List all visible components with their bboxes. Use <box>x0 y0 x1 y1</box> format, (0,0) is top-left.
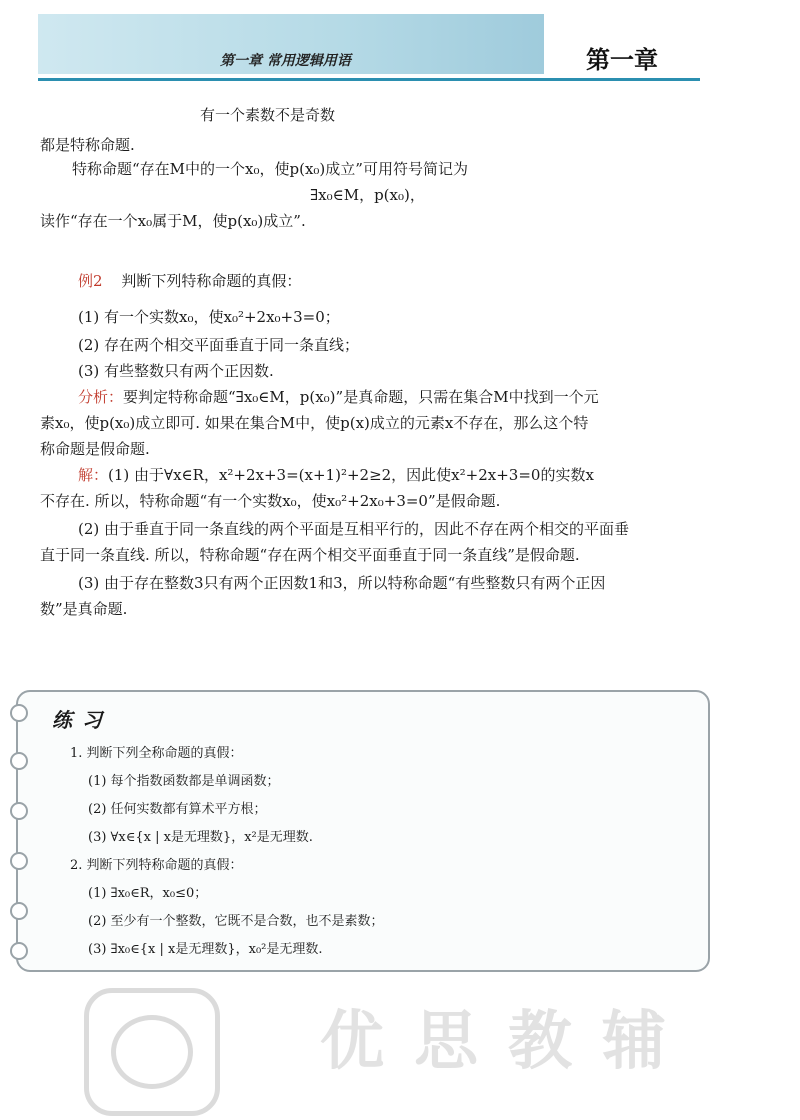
solution-line: (2) 由于垂直于同一条直线的两个平面是互相平行的，因此不存在两个相交的平面垂 <box>78 520 630 538</box>
solution-label: 解： <box>78 466 109 484</box>
exercise-item: 1. 判断下列全称命题的真假： <box>70 746 243 761</box>
body-line: 有一个素数不是奇数 <box>200 106 336 124</box>
watermark-logo-inner <box>111 1015 193 1089</box>
exercise-title: 练习 <box>52 708 112 732</box>
analysis-label: 分析： <box>78 388 124 406</box>
example-label: 例2 <box>78 272 103 290</box>
exercise-subitem: (3) ∀x∈{x | x是无理数}，x²是无理数. <box>88 830 313 845</box>
analysis-line: 称命题是假命题. <box>40 440 150 458</box>
header-divider <box>38 78 700 81</box>
solution-text: (1) 由于∀x∈R，x²+2x+3=(x+1)²+2≥2，因此使x²+2x+3=0的实数x <box>108 466 594 484</box>
exercise-subitem: (1) ∃x₀∈R，x₀≤0； <box>88 886 208 901</box>
binder-ring-icon <box>10 942 28 960</box>
exercise-subitem: (2) 任何实数都有算术平方根； <box>88 802 267 817</box>
body-line: 都是特称命题. <box>40 136 135 154</box>
solution-line <box>78 464 594 485</box>
question-item: (3) 有些整数只有两个正因数. <box>78 362 274 380</box>
example-heading <box>78 270 301 291</box>
chapter-label: 第一章 <box>586 46 658 74</box>
body-line: 特称命题“存在M中的一个x₀，使p(x₀)成立”可用符号简记为 <box>72 160 468 178</box>
body-line: 读作“存在一个x₀属于M，使p(x₀)成立”. <box>40 212 306 230</box>
solution-line: 数”是真命题. <box>40 600 128 618</box>
exercise-item: 2. 判断下列特称命题的真假： <box>70 858 243 873</box>
formula-line: ∃x₀∈M，p(x₀)， <box>310 186 425 204</box>
binder-ring-icon <box>10 802 28 820</box>
question-item: (1) 有一个实数x₀，使x₀²+2x₀+3=0； <box>78 308 340 326</box>
watermark-text: 优思教辅 <box>320 1005 696 1079</box>
analysis-line <box>78 386 599 407</box>
exercise-subitem: (2) 至少有一个整数，它既不是合数，也不是素数； <box>88 914 384 929</box>
binder-ring-icon <box>10 852 28 870</box>
solution-line: (3) 由于存在整数3只有两个正因数1和3，所以特称命题“有些整数只有两个正因 <box>78 574 606 592</box>
watermark-logo-icon <box>84 988 220 1116</box>
solution-line: 不存在. 所以，特称命题“有一个实数x₀，使x₀²+2x₀+3=0”是假命题. <box>40 492 501 510</box>
analysis-text: 要判定特称命题“∃x₀∈M，p(x₀)”是真命题，只需在集合M中找到一个元 <box>123 388 599 406</box>
header-subtitle: 第一章 常用逻辑用语 <box>220 53 351 69</box>
example-text: 判断下列特称命题的真假： <box>121 272 302 290</box>
solution-line: 直于同一条直线. 所以，特称命题“存在两个相交平面垂直于同一条直线”是假命题. <box>40 546 580 564</box>
exercise-subitem: (1) 每个指数函数都是单调函数； <box>88 774 280 789</box>
binder-ring-icon <box>10 752 28 770</box>
exercise-subitem: (3) ∃x₀∈{x | x是无理数}，x₀²是无理数. <box>88 942 323 957</box>
binder-ring-icon <box>10 902 28 920</box>
question-item: (2) 存在两个相交平面垂直于同一条直线； <box>78 336 360 354</box>
binder-ring-icon <box>10 704 28 722</box>
analysis-line: 素x₀，使p(x₀)成立即可. 如果在集合M中，使p(x)成立的元素x不存在，那么这个特 <box>40 414 589 432</box>
